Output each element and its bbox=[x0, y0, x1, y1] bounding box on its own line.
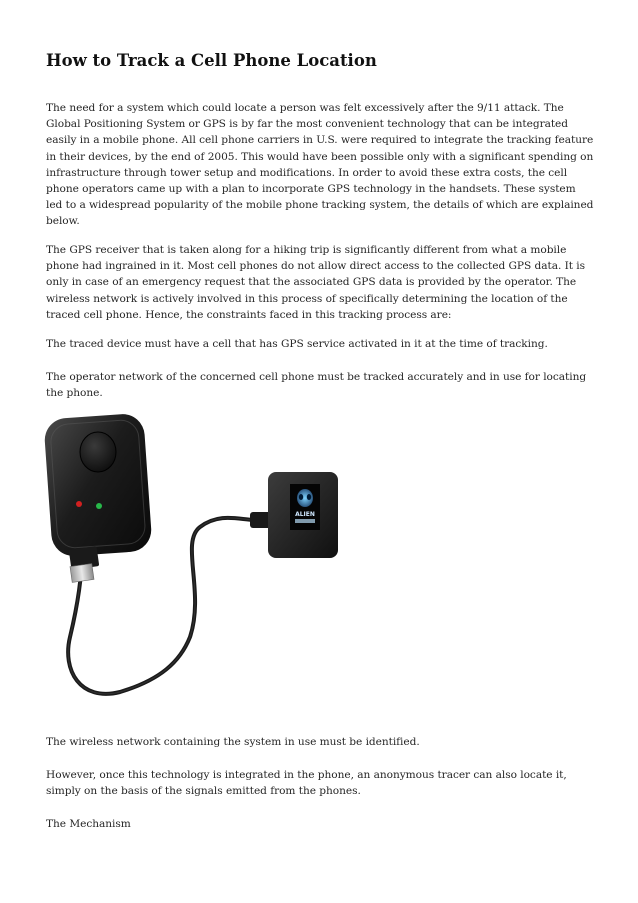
paragraph-intro: The need for a system which could locate a person was felt excessively after the 9/11 attack. The Global Positioning System or GPS is by far the most convenient technology that can be integrated easily in a mobile phone. All cell phone carriers in U.S. were required to integrate the tracking feature in their devices, by the end of 2005. This would have been possible only with a significant spending on infrastructure through tower setup and modifications. In order to avoid these extra costs, the cell phone operators came up with a plan to incorporate GPS technology in the handsets. These system led to a widespread popularity of the mobile phone tracking system, the details of which are explained below. bbox=[46, 102, 594, 228]
paragraph-tracer: However, once this technology is integrated in the phone, an anonymous tracer can also locate it, simply on the basis of the signals emitted from the phones. bbox=[46, 769, 567, 798]
paragraph-constraint-1: The traced device must have a cell that has GPS service activated in it at the time of tracking. bbox=[46, 338, 548, 350]
gps-tracker-illustration bbox=[40, 412, 360, 712]
paragraph-constraint-2: The operator network of the concerned cell phone must be tracked accurately and in use for locating the phone. bbox=[46, 371, 587, 400]
gps-tracker-photo bbox=[40, 412, 360, 712]
secondary-tracker-unit bbox=[250, 472, 338, 558]
paragraph-gps-receiver: The GPS receiver that is taken along for a hiking trip is significantly different from what a mobile phone had ingrained in it. Most cell phones do not allow direct access to the collected GPS data. It is only in case of an emergency request that the associated GPS data is provided by the operator. The wireless network is actively involved in this process of specifically determining the location of the traced cell phone. Hence, the constraints faced in this tracking process are: bbox=[46, 244, 586, 321]
figure-label-text: ALIEN bbox=[295, 511, 315, 518]
paragraph-mechanism-heading: The Mechanism bbox=[46, 818, 131, 830]
main-tracker-unit bbox=[43, 413, 152, 558]
article-title: How to Track a Cell Phone Location bbox=[46, 51, 377, 70]
usb-plug bbox=[69, 546, 100, 582]
paragraph-constraint-3: The wireless network containing the system in use must be identified. bbox=[46, 736, 420, 748]
